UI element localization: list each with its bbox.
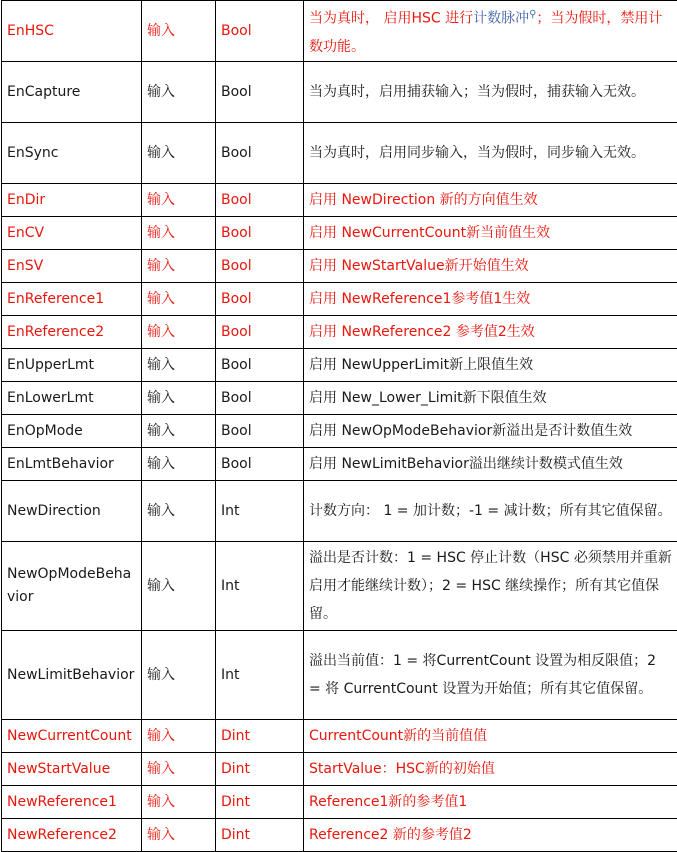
table-row: [2, 481, 677, 542]
desc-part: ；当为假时，禁用计数功能。: [309, 11, 662, 55]
param-io: 输入: [142, 819, 216, 852]
param-name: NewReference2: [2, 819, 142, 852]
param-name: NewReference1: [2, 786, 142, 819]
param-desc: 启用 NewDirection 新的方向值生效: [304, 184, 677, 217]
table-row: [2, 316, 677, 349]
param-name: EnDir: [2, 184, 142, 217]
param-io: 输入: [142, 542, 216, 631]
param-desc: 启用 NewCurrentCount新当前值生效: [304, 217, 677, 250]
param-name: EnUpperLmt: [2, 349, 142, 382]
table-row: [2, 217, 677, 250]
param-desc: 启用 New_Lower_Limit新下限值生效: [304, 382, 677, 415]
param-name: EnCapture: [2, 62, 142, 123]
table-row: [2, 1, 677, 62]
param-name: EnHSC: [2, 1, 142, 62]
table-row: [2, 720, 677, 753]
param-type: Bool: [216, 349, 304, 382]
param-name: EnLowerLmt: [2, 382, 142, 415]
param-io: 输入: [142, 448, 216, 481]
param-desc: 当为真时，启用捕获输入；当为假时，捕获输入无效。: [304, 62, 677, 123]
param-io: 输入: [142, 250, 216, 283]
param-name: EnReference2: [2, 316, 142, 349]
param-io: 输入: [142, 631, 216, 720]
table-row: [2, 542, 677, 631]
param-desc: 启用 NewReference2 参考值2生效: [304, 316, 677, 349]
table-row: [2, 819, 677, 852]
param-desc: 启用 NewUpperLimit新上限值生效: [304, 349, 677, 382]
param-type: Dint: [216, 819, 304, 852]
param-type: Bool: [216, 382, 304, 415]
param-type: Dint: [216, 753, 304, 786]
param-io: 输入: [142, 184, 216, 217]
param-name: EnSync: [2, 123, 142, 184]
param-io: 输入: [142, 1, 216, 62]
table-row: [2, 349, 677, 382]
param-name: NewStartValue: [2, 753, 142, 786]
param-name: EnCV: [2, 217, 142, 250]
param-desc: 溢出当前值：1 = 将CurrentCount 设置为相反限值；2 = 将 CurrentCount 设置为开始值；所有其它值保留。: [304, 631, 677, 720]
param-io: 输入: [142, 349, 216, 382]
param-desc: 当为真时，启用同步输入，当为假时，同步输入无效。: [304, 123, 677, 184]
param-io: 输入: [142, 786, 216, 819]
param-desc: 启用 NewOpModeBehavior新溢出是否计数值生效: [304, 415, 677, 448]
param-desc: 启用 NewReference1参考值1生效: [304, 283, 677, 316]
param-type: Int: [216, 542, 304, 631]
param-io: 输入: [142, 123, 216, 184]
param-io: 输入: [142, 720, 216, 753]
table-row: [2, 184, 677, 217]
param-io: 输入: [142, 217, 216, 250]
param-desc: 计数方向： 1 = 加计数；-1 = 减计数；所有其它值保留。: [304, 481, 677, 542]
param-io: 输入: [142, 382, 216, 415]
param-name: NewDirection: [2, 481, 142, 542]
param-type: Dint: [216, 720, 304, 753]
param-type: Bool: [216, 184, 304, 217]
param-name: NewLimitBehavior: [2, 631, 142, 720]
param-name: EnSV: [2, 250, 142, 283]
param-desc: 溢出是否计数：1 = HSC 停止计数（HSC 必须禁用并重新启用才能继续计数）；2 = HSC 继续操作；所有其它值保留。: [304, 542, 677, 631]
param-type: Int: [216, 631, 304, 720]
table-row: [2, 631, 677, 720]
param-desc: 启用 NewLimitBehavior溢出继续计数模式值生效: [304, 448, 677, 481]
param-name: EnReference1: [2, 283, 142, 316]
table-row: [2, 786, 677, 819]
table-row: [2, 62, 677, 123]
param-io: 输入: [142, 62, 216, 123]
param-io: 输入: [142, 481, 216, 542]
param-name: EnLmtBehavior: [2, 448, 142, 481]
param-io: 输入: [142, 316, 216, 349]
parameter-table: [1, 0, 677, 852]
param-type: Bool: [216, 250, 304, 283]
param-io: 输入: [142, 415, 216, 448]
table-row: [2, 123, 677, 184]
param-name: EnOpMode: [2, 415, 142, 448]
param-type: Bool: [216, 62, 304, 123]
desc-part: 当为真时， 启用HSC 进行: [309, 11, 473, 27]
param-type: Bool: [216, 123, 304, 184]
param-desc: StartValue：HSC新的初始值: [304, 753, 677, 786]
param-type: Bool: [216, 415, 304, 448]
param-type: Int: [216, 481, 304, 542]
param-io: 输入: [142, 753, 216, 786]
param-desc: [304, 1, 677, 62]
param-desc: 启用 NewStartValue新开始值生效: [304, 250, 677, 283]
search-icon[interactable]: ⚲: [529, 9, 536, 20]
param-type: Bool: [216, 448, 304, 481]
param-type: Dint: [216, 786, 304, 819]
table-row: [2, 382, 677, 415]
table-row: [2, 448, 677, 481]
param-io: 输入: [142, 283, 216, 316]
param-name: NewOpModeBehavior: [2, 542, 142, 631]
desc-link[interactable]: 计数脉冲: [473, 11, 529, 27]
param-type: Bool: [216, 217, 304, 250]
table-row: [2, 250, 677, 283]
param-type: Bool: [216, 283, 304, 316]
param-type: Bool: [216, 1, 304, 62]
param-name: NewCurrentCount: [2, 720, 142, 753]
table-row: [2, 415, 677, 448]
param-type: Bool: [216, 316, 304, 349]
param-desc: CurrentCount新的当前值值: [304, 720, 677, 753]
table-row: [2, 753, 677, 786]
param-desc: Reference1新的参考值1: [304, 786, 677, 819]
table-row: [2, 283, 677, 316]
param-desc: Reference2 新的参考值2: [304, 819, 677, 852]
